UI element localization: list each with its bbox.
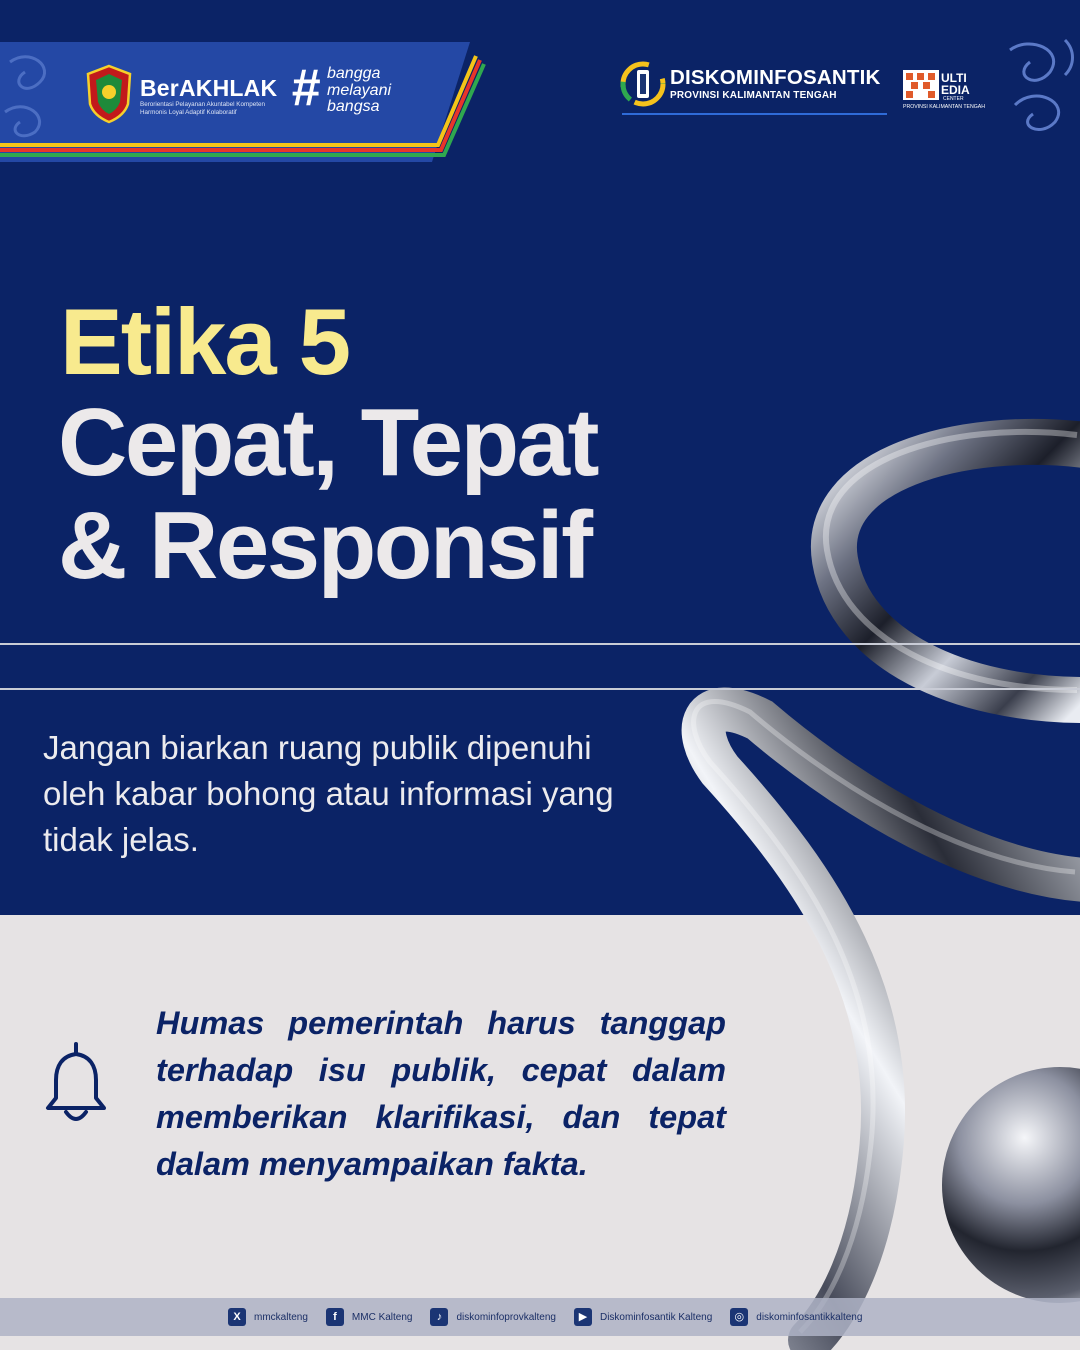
title-heading: Etika 5 bbox=[60, 289, 350, 394]
agency-name: DISKOMINFOSANTIK bbox=[670, 66, 881, 89]
quote-text: Humas pemerintah harus tanggap terhadap isu publik, cepat dalam memberikan klarifikasi, dan tepat dalam menyampaikan fakta. bbox=[156, 1005, 726, 1182]
mm-word-1: ULTI bbox=[941, 71, 967, 85]
social-label: Diskominfosantik Kalteng bbox=[599, 1311, 713, 1323]
divider bbox=[0, 643, 1080, 645]
divider bbox=[0, 688, 1080, 690]
berakhlak-brand: BerAKHLAK bbox=[140, 75, 278, 101]
agency-underline bbox=[622, 113, 887, 115]
intro-text: Jangan biarkan ruang publik dipenuhi oleh kabar bohong atau informasi yang tidak jelas. bbox=[43, 729, 614, 858]
social-label: diskominfosantikkalteng bbox=[756, 1311, 863, 1323]
mm-subtitle: PROVINSI KALIMANTAN TENGAH bbox=[903, 104, 985, 110]
social-link-instagram[interactable] bbox=[730, 1308, 862, 1326]
hashtag-icon: # bbox=[291, 59, 320, 117]
title-subheading: & Responsif bbox=[58, 492, 591, 599]
social-links bbox=[228, 1298, 870, 1336]
bell-icon bbox=[42, 1042, 110, 1124]
tagline bbox=[327, 66, 391, 116]
ornament-left-decoration bbox=[0, 42, 70, 142]
kalteng-crest-logo bbox=[84, 64, 134, 124]
ornament-right-decoration bbox=[995, 30, 1080, 140]
tagline-line: melayani bbox=[327, 81, 392, 99]
instagram-icon: ◎ bbox=[730, 1308, 748, 1326]
tagline-line: bangsa bbox=[327, 98, 380, 115]
mm-word-2: EDIA bbox=[941, 83, 970, 97]
multimedia-center-logo bbox=[903, 68, 993, 110]
social-link-youtube[interactable] bbox=[574, 1308, 712, 1326]
mm-word-3: CENTER bbox=[943, 96, 964, 102]
social-link-x[interactable] bbox=[228, 1308, 308, 1326]
tagline-line: bangga bbox=[327, 65, 381, 82]
diskominfosantik-logo bbox=[619, 60, 667, 108]
facebook-icon: f bbox=[326, 1308, 344, 1326]
social-label: diskominfoprovkalteng bbox=[456, 1311, 556, 1323]
x-icon: X bbox=[228, 1308, 246, 1326]
berakhlak-subtitle: Berorientasi Pelayanan Akuntabel Kompeten Harmonis Loyal Adaptif Kolaboratif bbox=[140, 101, 265, 116]
social-link-facebook[interactable] bbox=[326, 1308, 413, 1326]
youtube-icon: ▶ bbox=[574, 1308, 592, 1326]
tiktok-icon: ♪ bbox=[430, 1308, 448, 1326]
social-label: MMC Kalteng bbox=[351, 1311, 413, 1323]
title-subheading: Cepat, Tepat bbox=[58, 389, 597, 496]
social-link-tiktok[interactable] bbox=[430, 1308, 556, 1326]
agency-subtitle: PROVINSI KALIMANTAN TENGAH bbox=[670, 90, 837, 101]
social-label: mmckalteng bbox=[254, 1311, 308, 1323]
